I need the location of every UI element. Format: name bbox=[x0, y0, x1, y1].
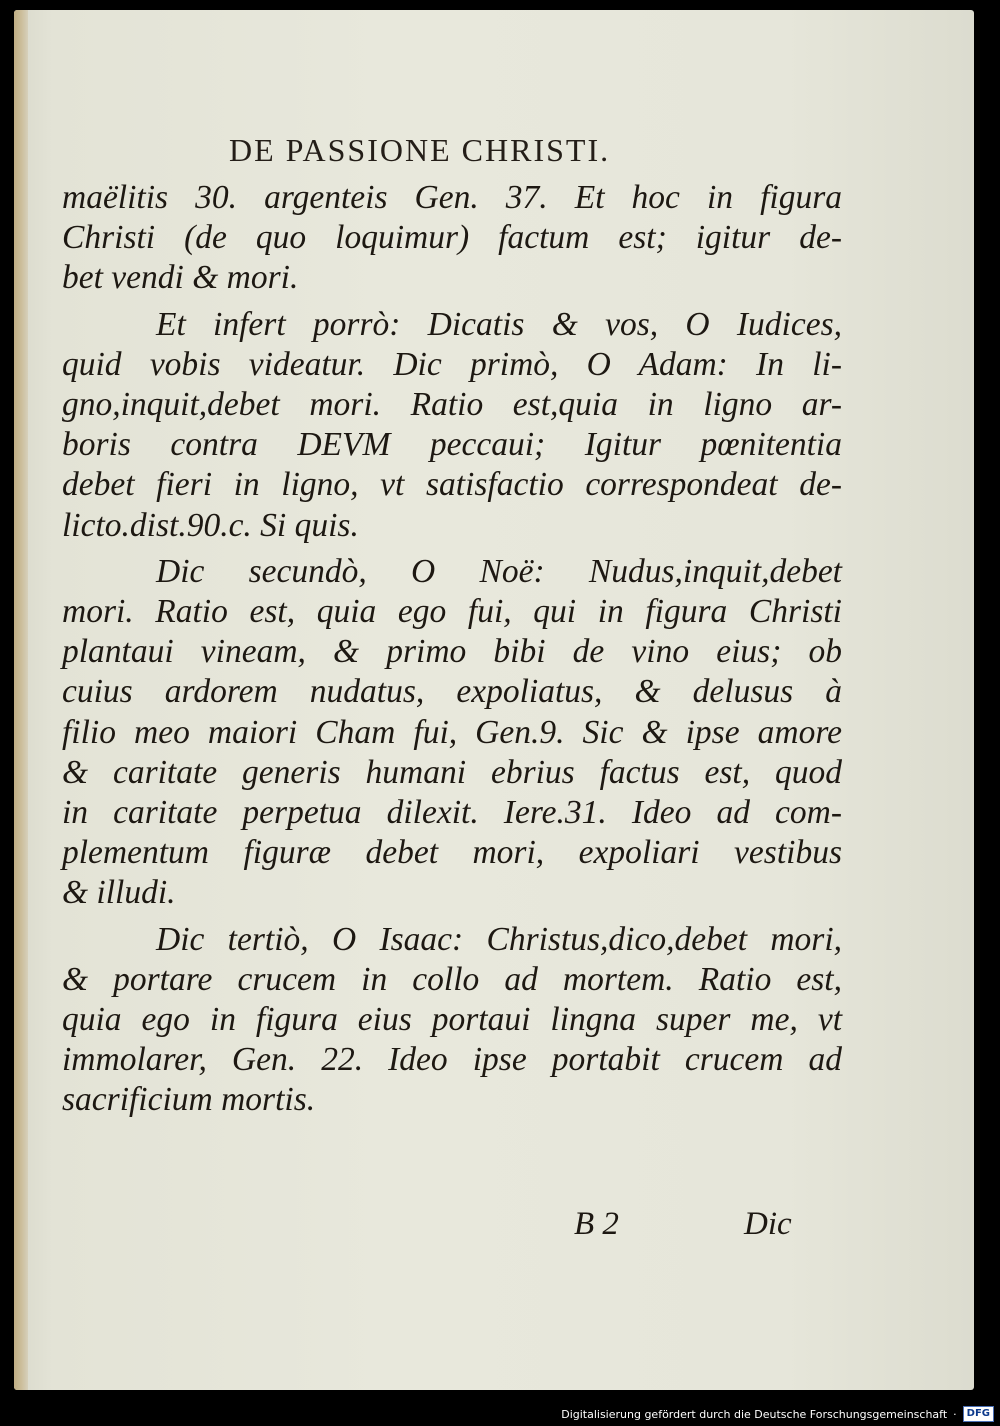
text-line: Dic tertiò, O Isaac: Christus,dico,debet mori, bbox=[156, 920, 842, 958]
catchword: Dic bbox=[744, 1206, 792, 1242]
text-line: debet fieri in ligno, vt satisfactio correspondeat de- bbox=[62, 466, 842, 504]
text-line: filio meo maiori Cham fui, Gen.9. Sic & ipse amore bbox=[62, 713, 842, 751]
text-line: & portare crucem in collo ad mortem. Ratio est, bbox=[62, 960, 842, 998]
text-line: boris contra DEVM peccaui; Igitur pœnitentia bbox=[62, 426, 842, 464]
running-head: DE PASSIONE CHRISTI. bbox=[229, 132, 611, 168]
text-line: quia ego in figura eius portaui lingna super me, vt bbox=[62, 1001, 842, 1039]
book-page bbox=[14, 10, 974, 1390]
text-line: & illudi. bbox=[62, 874, 176, 912]
text-line: immolarer, Gen. 22. Ideo ipse portabit crucem ad bbox=[62, 1041, 842, 1079]
text-line: maëlitis 30. argenteis Gen. 37. Et hoc in figura bbox=[62, 179, 842, 216]
text-line: in caritate perpetua dilexit. Iere.31. Ideo ad com- bbox=[62, 794, 842, 832]
text-line: licto.dist.90.c. Si quis. bbox=[62, 506, 359, 544]
text-line: mori. Ratio est, quia ego fui, qui in figura Christi bbox=[62, 593, 842, 631]
footer-separator: · bbox=[953, 1407, 957, 1421]
digitization-footer bbox=[561, 1406, 994, 1422]
text-line: Et infert porrò: Dicatis & vos, O Iudices, bbox=[156, 305, 842, 343]
signature-mark: B 2 bbox=[574, 1206, 619, 1242]
text-line: cuius ardorem nudatus, expoliatus, & delusus à bbox=[62, 673, 842, 711]
text-line: sacrificium mortis. bbox=[62, 1081, 316, 1119]
text-line: plementum figuræ debet mori, expoliari vestibus bbox=[62, 834, 842, 872]
text-line: quid vobis videatur. Dic primò, O Adam: In li- bbox=[62, 345, 842, 383]
text-line: Christi (de quo loquimur) factum est; igitur de- bbox=[62, 219, 842, 257]
text-line: gno,inquit,debet mori. Ratio est,quia in ligno ar- bbox=[62, 386, 842, 424]
page-body-text bbox=[62, 178, 842, 1121]
text-line: plantaui vineam, & primo bibi de vino eius; ob bbox=[62, 633, 842, 671]
text-line: Dic secundò, O Noë: Nudus,inquit,debet bbox=[156, 552, 842, 590]
page-spine-edge bbox=[14, 10, 28, 1390]
dfg-logo-icon: DFG bbox=[963, 1406, 994, 1422]
text-line: & caritate generis humani ebrius factus est, quod bbox=[62, 753, 842, 791]
footer-credit: Digitalisierung gefördert durch die Deutsche Forschungsgemeinschaft bbox=[561, 1407, 948, 1421]
text-line: bet vendi & mori. bbox=[62, 259, 299, 297]
